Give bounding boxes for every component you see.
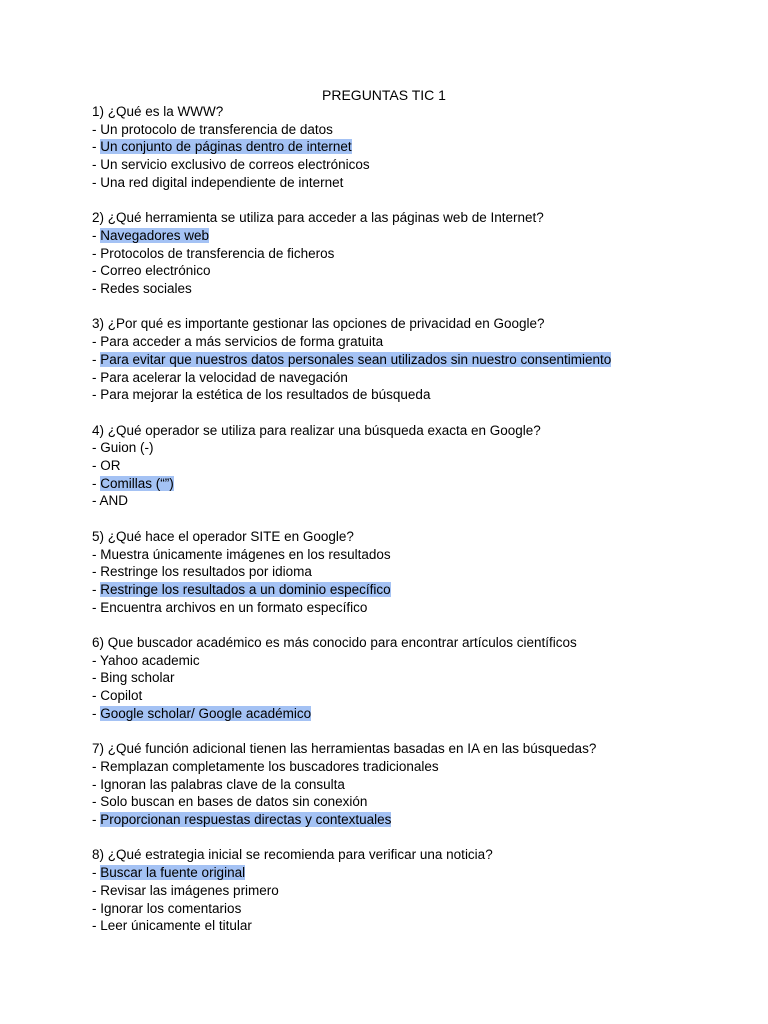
- option-bullet: -: [92, 475, 101, 491]
- option-bullet: -: [92, 776, 101, 792]
- question-block: [92, 846, 752, 935]
- question-text: 5) ¿Qué hace el operador SITE en Google?: [92, 528, 354, 544]
- option-text: Bing scholar: [100, 670, 175, 686]
- option-bullet: -: [92, 688, 101, 704]
- option-bullet: -: [92, 351, 101, 367]
- answer-option: [92, 457, 752, 475]
- highlighted-answer-text: Google scholar/ Google académico: [100, 705, 312, 721]
- option-text: Un servicio exclusivo de correos electrónicos: [100, 157, 370, 173]
- option-text: Muestra únicamente imágenes en los resultados: [100, 546, 391, 562]
- option-text: Remplazan completamente los buscadores tradicionales: [100, 758, 439, 774]
- option-bullet: -: [92, 670, 101, 686]
- question-text: 8) ¿Qué estrategia inicial se recomienda para verificar una noticia?: [92, 847, 493, 863]
- answer-option: [92, 386, 752, 404]
- answer-option: [92, 652, 752, 670]
- answer-option: [92, 262, 752, 280]
- option-bullet: -: [92, 581, 101, 597]
- option-text: Una red digital independiente de internet: [100, 174, 344, 190]
- option-bullet: -: [92, 263, 101, 279]
- question-text: 3) ¿Por qué es importante gestionar las opciones de privacidad en Google?: [92, 316, 545, 332]
- question-block: [92, 422, 752, 511]
- option-text: Leer únicamente el titular: [100, 918, 252, 934]
- question-block: [92, 103, 752, 192]
- option-bullet: -: [92, 440, 101, 456]
- option-text: Revisar las imágenes primero: [100, 882, 279, 898]
- answer-option: [92, 776, 752, 794]
- option-text: Solo buscan en bases de datos sin conexión: [100, 794, 368, 810]
- answer-option: [92, 687, 752, 705]
- option-text: Copilot: [100, 688, 143, 704]
- option-text: AND: [99, 493, 129, 509]
- option-bullet: -: [92, 281, 101, 297]
- document-title: PREGUNTAS TIC 1: [322, 87, 446, 103]
- question-list: [92, 103, 752, 953]
- answer-option: [92, 900, 752, 918]
- option-bullet: -: [92, 139, 101, 155]
- highlighted-answer-text: Para evitar que nuestros datos personales sean utilizados sin nuestro consentimiento: [100, 351, 612, 367]
- answer-option: [92, 156, 752, 174]
- option-bullet: -: [92, 334, 101, 350]
- question-block: [92, 634, 752, 723]
- option-text: Para mejorar la estética de los resultados de búsqueda: [100, 387, 431, 403]
- answer-option-correct: [92, 811, 752, 829]
- answer-option-correct: [92, 351, 752, 369]
- answer-option-correct: [92, 475, 752, 493]
- option-text: Yahoo academic: [100, 652, 200, 668]
- option-bullet: -: [92, 157, 101, 173]
- answer-option: [92, 669, 752, 687]
- option-bullet: -: [92, 882, 101, 898]
- question-block: [92, 315, 752, 404]
- answer-option: [92, 439, 752, 457]
- answer-option-correct: [92, 138, 752, 156]
- answer-option: [92, 174, 752, 192]
- question-text: 4) ¿Qué operador se utiliza para realizar una búsqueda exacta en Google?: [92, 422, 541, 438]
- option-text: Ignoran las palabras clave de la consulta: [100, 776, 345, 792]
- answer-option: [92, 793, 752, 811]
- answer-option: [92, 492, 752, 510]
- option-text: Para acceder a más servicios de forma gratuita: [100, 334, 384, 350]
- question-text: 2) ¿Qué herramienta se utiliza para acceder a las páginas web de Internet?: [92, 210, 544, 226]
- option-bullet: -: [92, 227, 101, 243]
- question-block: [92, 528, 752, 617]
- option-bullet: -: [92, 900, 101, 916]
- option-bullet: -: [92, 865, 101, 881]
- option-bullet: -: [92, 121, 101, 137]
- question-text: 7) ¿Qué función adicional tienen las herramientas basadas en IA en las búsquedas?: [92, 741, 597, 757]
- question-block: [92, 740, 752, 829]
- answer-option-correct: [92, 227, 752, 245]
- option-bullet: -: [92, 794, 101, 810]
- highlighted-answer-text: Comillas (“”): [100, 475, 174, 491]
- option-text: Guion (-): [100, 440, 154, 456]
- highlighted-answer-text: Buscar la fuente original: [100, 865, 246, 881]
- question-text: 6) Que buscador académico es más conocido para encontrar artículos científicos: [92, 635, 577, 651]
- answer-option: [92, 369, 752, 387]
- answer-option: [92, 599, 752, 617]
- highlighted-answer-text: Proporcionan respuestas directas y contextuales: [100, 812, 392, 828]
- answer-option-correct: [92, 705, 752, 723]
- answer-option-correct: [92, 864, 752, 882]
- option-text: Protocolos de transferencia de ficheros: [100, 245, 335, 261]
- option-bullet: -: [92, 564, 101, 580]
- answer-option: [92, 917, 752, 935]
- answer-option: [92, 121, 752, 139]
- option-text: Un protocolo de transferencia de datos: [100, 121, 333, 137]
- answer-option: [92, 882, 752, 900]
- option-bullet: -: [92, 758, 101, 774]
- option-bullet: -: [92, 387, 101, 403]
- highlighted-answer-text: Un conjunto de páginas dentro de internet: [100, 139, 352, 155]
- option-bullet: -: [92, 918, 101, 934]
- option-bullet: -: [92, 546, 101, 562]
- option-bullet: -: [92, 245, 101, 261]
- option-bullet: -: [92, 812, 101, 828]
- option-bullet: -: [92, 705, 101, 721]
- option-bullet: -: [92, 599, 101, 615]
- answer-option: [92, 333, 752, 351]
- answer-option: [92, 280, 752, 298]
- answer-option: [92, 758, 752, 776]
- highlighted-answer-text: Restringe los resultados a un dominio específico: [100, 581, 391, 597]
- answer-option: [92, 245, 752, 263]
- option-text: Encuentra archivos en un formato específico: [100, 599, 368, 615]
- option-text: Ignorar los comentarios: [100, 900, 242, 916]
- option-bullet: -: [92, 652, 101, 668]
- answer-option: [92, 546, 752, 564]
- option-text: Restringe los resultados por idioma: [100, 564, 312, 580]
- question-block: [92, 209, 752, 298]
- option-bullet: -: [92, 174, 101, 190]
- option-text: Correo electrónico: [100, 263, 211, 279]
- answer-option-correct: [92, 581, 752, 599]
- option-bullet: -: [92, 458, 101, 474]
- highlighted-answer-text: Navegadores web: [100, 227, 210, 243]
- option-text: OR: [100, 458, 121, 474]
- option-bullet: -: [92, 493, 100, 509]
- option-bullet: -: [92, 369, 101, 385]
- option-text: Para acelerar la velocidad de navegación: [100, 369, 348, 385]
- answer-option: [92, 563, 752, 581]
- option-text: Redes sociales: [100, 281, 192, 297]
- question-text: 1) ¿Qué es la WWW?: [92, 104, 224, 119]
